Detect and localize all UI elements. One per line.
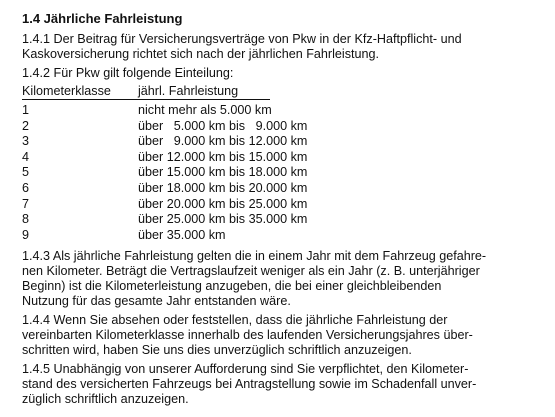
paragraph-line: 1.4.3 Als jährliche Fahrleistung gelten die in einem Jahr mit dem Fahrzeug gefahre-: [22, 249, 487, 264]
header-kilometerklasse: Kilometerklasse: [22, 84, 111, 98]
table-body: [22, 103, 550, 243]
table-row: [22, 228, 550, 244]
table-header: [22, 84, 270, 100]
paragraph-line: stand des versicherten Fahrzeugs bei Antragstellung sowie im Schadenfall unver-: [22, 377, 477, 392]
row-range: über 15.000 km bis 18.000 km: [138, 165, 308, 180]
row-range: über 9.000 km bis 12.000 km: [138, 134, 308, 149]
paragraph-line: Beginn) ist die Kilometerleistung anzugeben, die bei einer gleichbleibenden: [22, 279, 442, 294]
paragraph-line: vereinbarten Kilometerklasse innerhalb des laufenden Versicherungsjahres über-: [22, 328, 473, 343]
row-klasse: 1: [22, 103, 30, 117]
row-range: über 25.000 km bis 35.000 km: [138, 212, 308, 227]
table-row: [22, 150, 550, 166]
row-range: über 20.000 km bis 25.000 km: [138, 196, 308, 211]
table-row: [22, 212, 550, 228]
header-fahrleistung: jährl. Fahrleistung: [138, 84, 239, 98]
row-range: über 35.000 km: [138, 227, 226, 242]
table-row: [22, 119, 550, 135]
document-page: [22, 11, 550, 411]
paragraph-line: 1.4.1 Der Beitrag für Versicherungsverträge von Pkw in der Kfz-Haftpflicht- und: [22, 32, 462, 46]
paragraph-line: nen Kilometer. Beträgt die Vertragslaufzeit weniger als ein Jahr (z. B. unterjähriger: [22, 264, 480, 279]
row-klasse: 4: [22, 149, 30, 164]
row-klasse: 7: [22, 196, 30, 211]
paragraph-1-4-3: [22, 249, 550, 309]
row-range: über 12.000 km bis 15.000 km: [138, 149, 308, 164]
table-row: [22, 165, 550, 181]
paragraph-line: Nutzung für das gesamte Jahr entstanden wäre.: [22, 294, 291, 309]
table-row: [22, 103, 550, 119]
row-klasse: 9: [22, 227, 30, 242]
table-row: [22, 197, 550, 213]
paragraph-line: 1.4.4 Wenn Sie absehen oder feststellen, dass die jährliche Fahrleistung der: [22, 313, 448, 328]
row-range: über 18.000 km bis 20.000 km: [138, 180, 308, 195]
row-klasse: 6: [22, 180, 30, 195]
paragraph-line: schritten wird, haben Sie uns dies unverzüglich schriftlich anzuzeigen.: [22, 343, 412, 358]
paragraph-1-4-4: [22, 313, 550, 358]
section-heading: 1.4 Jährliche Fahrleistung: [22, 11, 183, 26]
table-row: [22, 134, 550, 150]
row-klasse: 2: [22, 118, 30, 133]
table-row: [22, 181, 550, 197]
row-klasse: 3: [22, 134, 30, 149]
row-range: nicht mehr als 5.000 km: [138, 103, 272, 117]
row-klasse: 5: [22, 165, 30, 180]
paragraph-1-4-1: [22, 32, 550, 62]
paragraph-line: züglich schriftlich anzuzeigen.: [22, 392, 189, 407]
paragraph-1-4-5: [22, 362, 550, 407]
row-klasse: 8: [22, 212, 30, 227]
paragraph-line: 1.4.5 Unabhängig von unserer Aufforderung sind Sie verpflichtet, den Kilometer-: [22, 362, 469, 377]
row-range: über 5.000 km bis 9.000 km: [138, 118, 308, 133]
paragraph-1-4-2: 1.4.2 Für Pkw gilt folgende Einteilung:: [22, 66, 234, 80]
paragraph-line: Kaskoversicherung richtet sich nach der jährlichen Fahrleistung.: [22, 47, 380, 61]
